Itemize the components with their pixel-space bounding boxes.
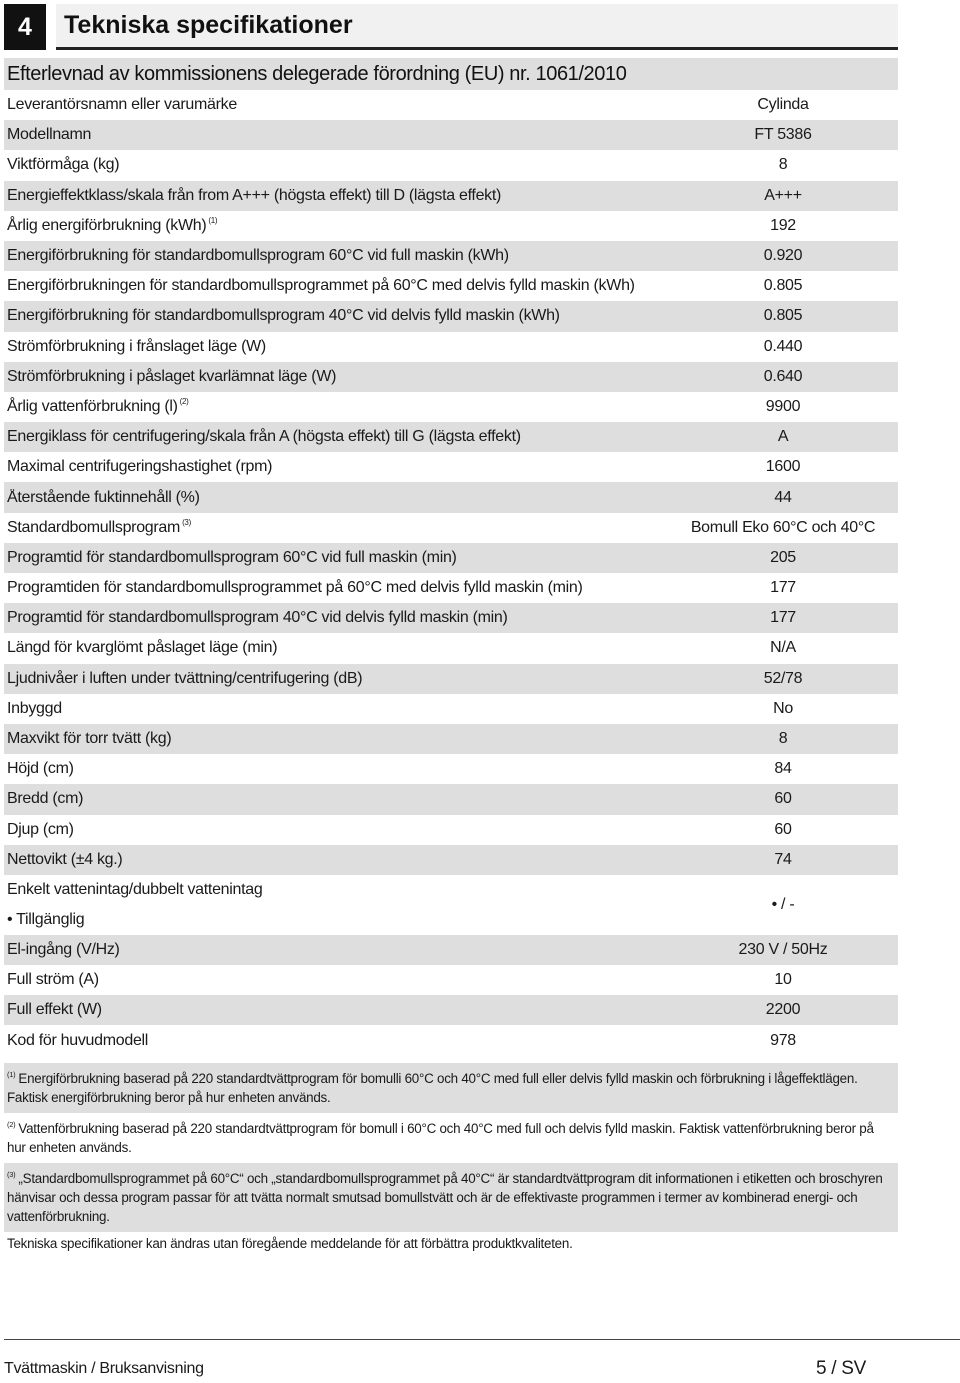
spec-value: Bomull Eko 60°C och 40°C [690, 518, 876, 536]
spec-value: 8 [778, 156, 788, 174]
footnote-text: Energiförbrukning baserad på 220 standardtvättprogram för bomulli 60°C och 40°C med full eller delvis fylld maskin och förbrukning i lågeffektlägen. Faktisk energiförbrukning beror på hur enheten används. [7, 1071, 858, 1105]
spec-label [4, 549, 668, 567]
spec-label [4, 1032, 668, 1050]
table-row [4, 694, 898, 724]
footnote-mark: (2) [7, 1120, 16, 1129]
spec-label [4, 126, 668, 144]
table-row [4, 181, 898, 211]
spec-value: FT 5386 [754, 126, 812, 144]
spec-value: 8 [778, 730, 788, 748]
table-headline-text: Efterlevnad av kommissionens delegerade förordning (EU) nr. 1061/2010 [7, 62, 627, 85]
spec-label-text: Energiförbrukningen för standardbomullsprogrammet på 60°C med delvis fylld maskin (kWh) [7, 277, 635, 295]
footnote-mark: (1) [7, 1070, 16, 1079]
table-row [4, 332, 898, 362]
table-row [4, 120, 898, 150]
spec-label-text: Strömförbrukning i påslaget kvarlämnat läge (W) [7, 367, 337, 385]
section-number: 4 [4, 4, 46, 50]
spec-label [4, 216, 668, 235]
spec-value: A+++ [764, 186, 802, 204]
table-row [4, 392, 898, 422]
spec-label [4, 397, 668, 416]
spec-label [4, 187, 668, 205]
spec-label [4, 670, 668, 688]
spec-label [4, 971, 668, 989]
spec-label [4, 96, 668, 114]
table-row [4, 935, 898, 965]
spec-label [4, 458, 668, 476]
spec-label [4, 1001, 668, 1019]
section-title: Tekniska specifikationer [56, 4, 898, 50]
table-row [4, 422, 898, 452]
spec-value: 0.640 [763, 367, 803, 385]
spec-label-text: Årlig energiförbrukning (kWh) [7, 217, 207, 235]
section-header [4, 4, 898, 50]
spec-label-text: Energiförbrukning för standardbomullsprogram 60°C vid full maskin (kWh) [7, 247, 509, 265]
spec-value: 10 [774, 971, 792, 989]
table-row [4, 1025, 898, 1055]
spec-label-text: Programtid för standardbomullsprogram 40°C vid delvis fylld maskin (min) [7, 609, 508, 627]
footnote [4, 1113, 898, 1163]
spec-value: 74 [774, 850, 792, 868]
spec-label-text: Energiklass för centrifugering/skala från A (högsta effekt) till G (lägsta effekt) [7, 428, 521, 446]
spec-label [4, 518, 668, 537]
spec-label [4, 700, 668, 718]
spec-label-text: Full ström (A) [7, 971, 99, 989]
table-row [4, 241, 898, 271]
spec-value: 84 [774, 760, 792, 778]
spec-value: Cylinda [757, 96, 809, 114]
spec-label [4, 609, 668, 627]
table-row [4, 754, 898, 784]
spec-label [4, 790, 668, 808]
spec-label-text: Inbyggd [7, 699, 62, 717]
spec-label [4, 760, 668, 778]
spec-label-text: Längd för kvarglömt påslaget läge (min) [7, 639, 278, 657]
spec-value: 177 [770, 579, 796, 597]
spec-value: 9900 [765, 397, 801, 415]
spec-label-text: Programtiden för standardbomullsprogrammet på 60°C med delvis fylld maskin (min) [7, 579, 583, 597]
footnote-ref: (3) [182, 518, 191, 528]
spec-label [4, 639, 668, 657]
spec-label-text: Full effekt (W) [7, 1001, 102, 1019]
spec-label-text: El-ingång (V/Hz) [7, 940, 120, 958]
footer-page-number: 5 / SV [816, 1358, 866, 1379]
spec-value: 978 [770, 1031, 796, 1049]
water-intake-label: Enkelt vattenintag/dubbelt vattenintag [7, 880, 263, 898]
spec-label [4, 489, 668, 507]
spec-label [4, 821, 668, 839]
spec-label-text: Maximal centrifugeringshastighet (rpm) [7, 458, 273, 476]
table-row [4, 603, 898, 633]
footnotes [4, 1063, 898, 1259]
spec-label-text: Modellnamn [7, 126, 92, 144]
spec-value: 205 [770, 548, 796, 566]
spec-label-text: Viktförmåga (kg) [7, 156, 120, 174]
table-row [4, 482, 898, 512]
table-row [4, 664, 898, 694]
footnote-text: Tekniska specifikationer kan ändras utan föregående meddelande för att förbättra produktkvaliteten. [7, 1236, 573, 1251]
water-intake-value: • / - [771, 895, 795, 913]
spec-value: 2200 [765, 1001, 801, 1019]
spec-table [4, 58, 898, 1056]
spec-value: 192 [770, 216, 796, 234]
spec-label-text: Energieffektklass/skala från from A+++ (högsta effekt) till D (lägsta effekt) [7, 186, 502, 204]
spec-label-text: Standardbomullsprogram [7, 519, 181, 537]
spec-value: 44 [774, 488, 792, 506]
spec-label [4, 368, 668, 386]
spec-label-text: Programtid för standardbomullsprogram 60°C vid full maskin (min) [7, 548, 457, 566]
spec-label-text: Bredd (cm) [7, 790, 84, 808]
spec-label-text: Höjd (cm) [7, 760, 74, 778]
spec-label-text: Kod för huvudmodell [7, 1031, 149, 1049]
spec-label-text: Leverantörsnamn eller varumärke [7, 96, 237, 114]
table-row [4, 452, 898, 482]
table-row [4, 513, 898, 543]
spec-value: No [773, 699, 793, 717]
spec-label [4, 156, 668, 174]
spec-label [4, 579, 668, 597]
spec-label [4, 428, 668, 446]
spec-value: 0.805 [763, 277, 803, 295]
spec-label-text: Maxvikt för torr tvätt (kg) [7, 730, 172, 748]
spec-value: N/A [770, 639, 796, 657]
spec-label-text: Djup (cm) [7, 820, 74, 838]
table-row [4, 815, 898, 845]
table-row [4, 271, 898, 301]
spec-value: 60 [774, 820, 792, 838]
footer-divider [4, 1339, 960, 1340]
spec-value: 0.805 [763, 307, 803, 325]
table-row [4, 995, 898, 1025]
spec-label-text: Energiförbrukning för standardbomullsprogram 40°C vid delvis fylld maskin (kWh) [7, 307, 560, 325]
table-row [4, 543, 898, 573]
footnote-text: „Standardbomullsprogrammet på 60°C“ och „standardbomullsprogrammet på 40°C“ är standardtvättprogram dit informationen i etiketten och broschyren hänvisar och dessa program passar för att tvätta normalt smutsad bomullstvätt och är de effektivaste programmen i termer av kombinerad energi- och vattenförbrukning. [7, 1171, 883, 1224]
spec-label-text: Årlig vattenförbrukning (l) [7, 398, 178, 416]
footer-manual-title: Tvättmaskin / Bruksanvisning [4, 1360, 204, 1377]
spec-label [4, 941, 668, 959]
spec-value: A [777, 428, 789, 446]
spec-label [4, 851, 668, 869]
footnote [4, 1163, 898, 1232]
spec-label [4, 247, 668, 265]
spec-label [4, 277, 668, 295]
table-row [4, 150, 898, 180]
table-row [4, 301, 898, 331]
spec-value: 0.920 [763, 247, 803, 265]
spec-label [4, 730, 668, 748]
table-row [4, 362, 898, 392]
spec-label [4, 338, 668, 356]
footnote-mark: (3) [7, 1170, 16, 1179]
spec-value: 0.440 [763, 337, 803, 355]
spec-label [4, 307, 668, 325]
table-row [4, 633, 898, 663]
spec-value: 177 [770, 609, 796, 627]
footnote-ref: (1) [208, 216, 218, 226]
footnote-ref: (2) [179, 397, 189, 407]
water-intake-sublabel: • Tillgänglig [7, 910, 85, 928]
spec-value: 60 [774, 790, 792, 808]
table-row [4, 573, 898, 603]
table-headline [4, 58, 898, 90]
table-row [4, 724, 898, 754]
spec-label-text: Strömförbrukning i frånslaget läge (W) [7, 337, 266, 355]
table-row [4, 90, 898, 120]
spec-value: 52/78 [763, 669, 803, 687]
table-row [4, 211, 898, 241]
footnote [4, 1232, 898, 1259]
spec-label-text: Nettovikt (±4 kg.) [7, 850, 123, 868]
spec-value: 230 V / 50Hz [738, 940, 828, 958]
table-row [4, 845, 898, 875]
spec-label-text: Ljudnivåer i luften under tvättning/centrifugering (dB) [7, 669, 363, 687]
table-row [4, 784, 898, 814]
spec-label-text: Återstående fuktinnehåll (%) [7, 488, 200, 506]
table-row [4, 965, 898, 995]
footnote [4, 1063, 898, 1113]
spec-value: 1600 [765, 458, 801, 476]
footnote-text: Vattenförbrukning baserad på 220 standardtvättprogram för bomull i 60°C och 40°C med full och delvis fylld maskin. Faktisk vattenförbrukning beror på hur enheten används. [7, 1121, 874, 1155]
water-intake-row [4, 875, 898, 935]
